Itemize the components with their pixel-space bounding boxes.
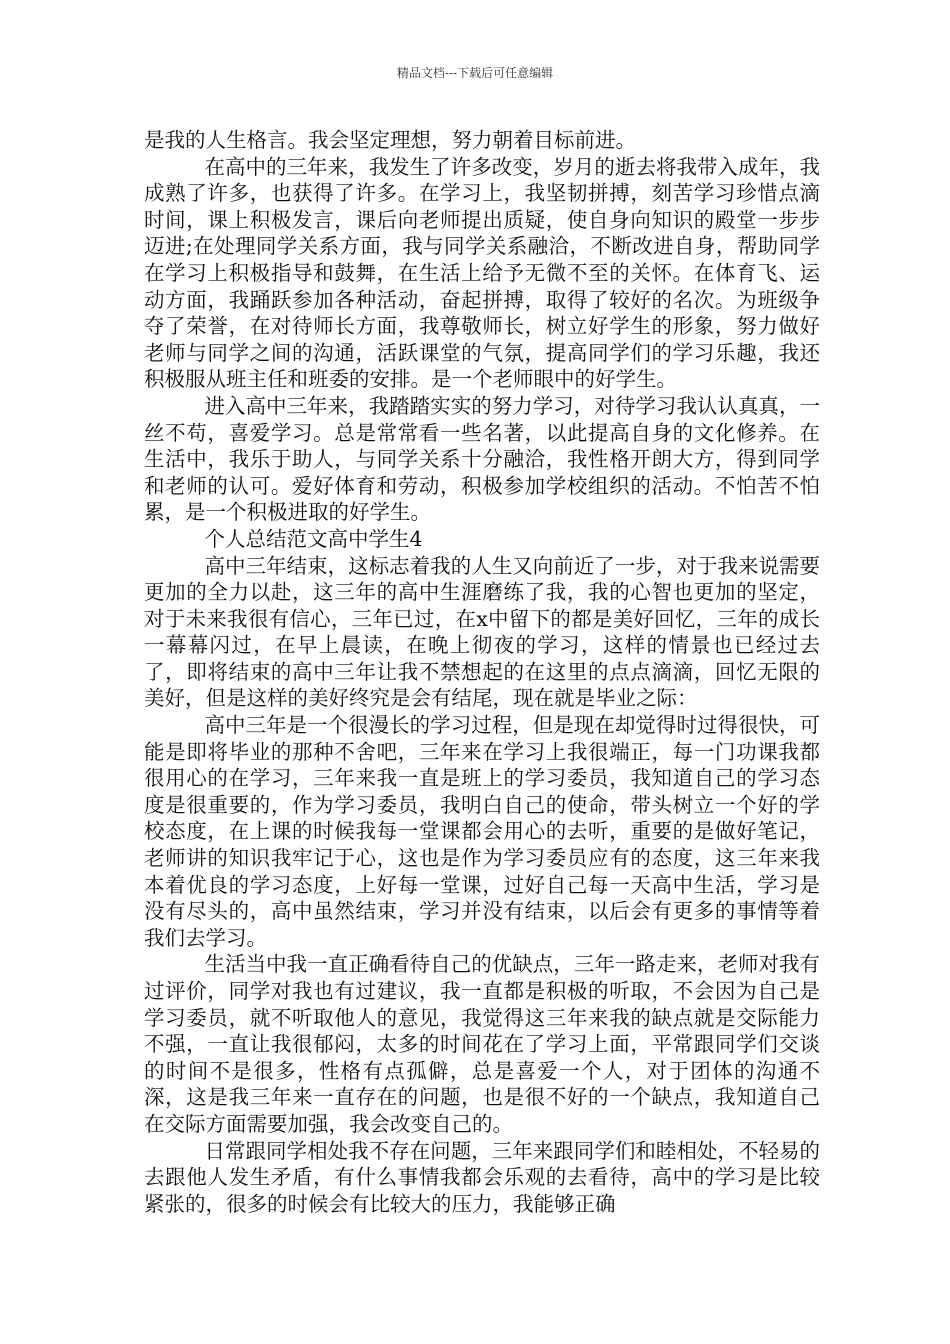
paragraph-7: 日常跟同学相处我不存在问题，三年来跟同学们和睦相处，不轻易的去跟他人发生矛盾，有什么事情我都会乐观的去看待，高中的学习是比较紧张的，很多的时候会有比较大的压力，我能够正确 [144,1138,820,1216]
paragraph-5: 高中三年是一个很漫长的学习过程，但是现在却觉得时过得很快，可能是即将毕业的那种不舍吧，三年来在学习上我很端正，每一门功课我都很用心的在学习，三年来我一直是班上的学习委员，我知道自己的学习态度是很重要的，作为学习委员，我明白自己的使命，带头树立一个好的学校态度，在上课的时候我每一堂课都会用心的去听，重要的是做好笔记，老师讲的知识我牢记于心，这也是作为学习委员应有的态度，这三年来我本着优良的学习态度，上好每一堂课，过好自己每一天高中生活，学习是没有尽头的，高中虽然结束，学习并没有结束，以后会有更多的事情等着我们去学习。 [144,713,820,950]
page-header: 精品文档---下载后可任意编辑 [396,66,554,80]
paragraph-1: 在高中的三年来，我发生了许多改变，岁月的逝去将我带入成年，我成熟了许多，也获得了许多。在学习上，我坚韧拼搏，刻苦学习珍惜点滴时间，课上积极发言，课后向老师提出质疑，使自身向知识的殿堂一步步迈进;在处理同学关系方面，我与同学关系融洽，不断改进自身，帮助同学在学习上积极指导和鼓舞，在生活上给予无微不至的关怀。在体育飞、运动方面，我踊跃参加各种活动，奋起拼搏，取得了较好的名次。为班级争夺了荣誉，在对待师长方面，我尊敬师长，树立好学生的形象，努力做好老师与同学之间的沟通，活跃课堂的气氛，提高同学们的学习乐趣，我还积极服从班主任和班委的安排。是一个老师眼中的好学生。 [144,154,820,392]
paragraph-2: 进入高中三年来，我踏踏实实的努力学习，对待学习我认认真真，一丝不苟，喜爱学习。总是常常看一些名著，以此提高自身的文化修养。在生活中，我乐于助人，与同学关系十分融洽，我性格开朗大方，得到同学和老师的认可。爱好体育和劳动，积极参加学校组织的活动。不怕苦不怕累，是一个积极进取的好学生。 [144,393,820,525]
paragraph-6: 生活当中我一直正确看待自己的优缺点，三年一路走来，老师对我有过评价，同学对我也有过建议，我一直都是积极的听取，不会因为自己是学习委员，就不听取他人的意见，我觉得这三年来我的缺点就是交际能力不强，一直让我很郁闷，太多的时间花在了学习上面，平常跟同学们交谈的时间不是很多，性格有点孤僻，总是喜爱一个人，对于团体的沟通不深，这是我三年来一直存在的问题，也是很不好的一个缺点，我知道自己在交际方面需要加强，我会改变自己的。 [144,952,820,1136]
document-body [144,127,820,1217]
paragraph-4: 高中三年结束，这标志着我的人生又向前近了一步，对于我来说需要更加的全力以赴，这三年的高中生涯磨练了我，我的心智也更加的坚定，对于未来我很有信心，三年已过，在x中留下的都是美好回忆，三年的成长一幕幕闪过，在早上晨读，在晚上彻夜的学习，这样的情景也已经过去了，即将结束的高中三年让我不禁想起的在这里的点点滴滴，回忆无限的美好，但是这样的美好终究是会有结尾，现在就是毕业之际： [144,553,820,711]
paragraph-0: 是我的人生格言。我会坚定理想，努力朝着目标前进。 [144,128,636,152]
section-heading: 个人总结范文高中学生4 [204,526,423,551]
